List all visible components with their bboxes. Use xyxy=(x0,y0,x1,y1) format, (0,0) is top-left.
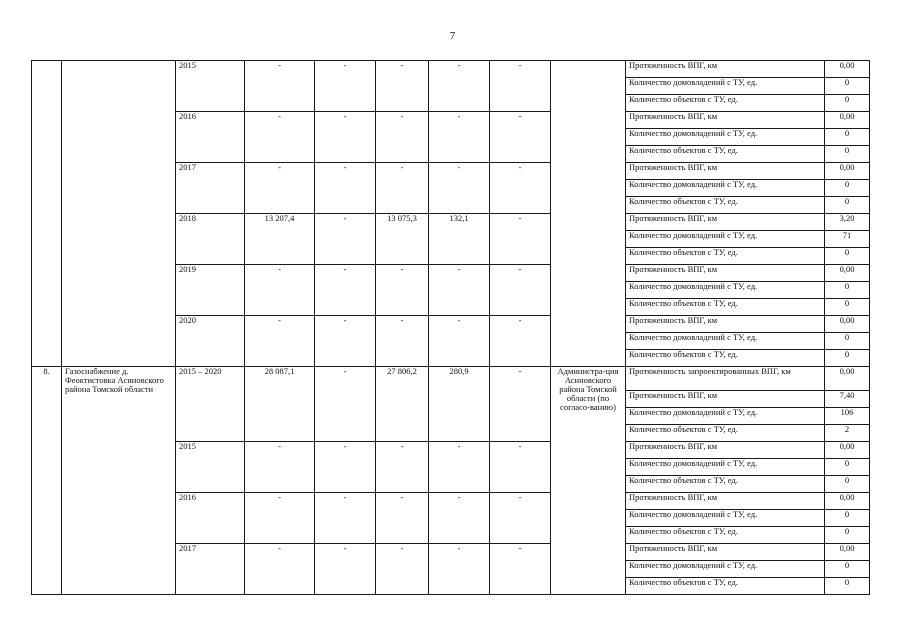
indicator-value: 0 xyxy=(825,146,870,163)
local-cell: - xyxy=(429,544,490,595)
other-cell: - xyxy=(490,61,551,112)
other-cell: - xyxy=(490,367,551,442)
year-cell: 2015 – 2020 xyxy=(176,367,245,442)
row-number-cell xyxy=(32,61,62,367)
indicator-value: 0 xyxy=(825,248,870,265)
executor-cell xyxy=(551,61,626,367)
page-number: 7 xyxy=(449,30,456,42)
year-cell: 2019 xyxy=(176,265,245,316)
program-table xyxy=(31,60,870,595)
local-cell: 132,1 xyxy=(429,214,490,265)
indicator-label: Количество домовладений с ТУ, ед. xyxy=(626,78,825,95)
indicator-value: 0 xyxy=(825,78,870,95)
federal-cell: - xyxy=(315,265,376,316)
total-cell: - xyxy=(245,163,315,214)
indicator-value: 0 xyxy=(825,333,870,350)
indicator-label: Количество объектов с ТУ, ед. xyxy=(626,95,825,112)
other-cell: - xyxy=(490,214,551,265)
indicator-label: Количество объектов с ТУ, ед. xyxy=(626,146,825,163)
activity-name-cell: Газоснабжение д. Феоктистовка Асиновского района Томской области xyxy=(62,367,176,595)
federal-cell: - xyxy=(315,544,376,595)
indicator-label: Количество объектов с ТУ, ед. xyxy=(626,350,825,367)
regional-cell: - xyxy=(376,265,429,316)
indicator-value: 0,00 xyxy=(825,367,870,391)
indicator-label: Количество объектов с ТУ, ед. xyxy=(626,248,825,265)
indicator-label: Протяженность ВПГ, км xyxy=(626,265,825,282)
local-cell: - xyxy=(429,442,490,493)
indicator-value: 0 xyxy=(825,476,870,493)
indicator-value: 0 xyxy=(825,197,870,214)
regional-cell: 27 806,2 xyxy=(376,367,429,442)
indicator-label: Количество домовладений с ТУ, ед. xyxy=(626,231,825,248)
indicator-label: Протяженность ВПГ, км xyxy=(626,442,825,459)
other-cell: - xyxy=(490,442,551,493)
year-cell: 2017 xyxy=(176,163,245,214)
indicator-value: 0,00 xyxy=(825,316,870,333)
local-cell: - xyxy=(429,163,490,214)
other-cell: - xyxy=(490,265,551,316)
indicator-label: Количество объектов с ТУ, ед. xyxy=(626,299,825,316)
indicator-label: Количество объектов с ТУ, ед. xyxy=(626,527,825,544)
indicator-label: Протяженность ВПГ, км xyxy=(626,391,825,408)
indicator-value: 0 xyxy=(825,527,870,544)
total-cell: 13 207,4 xyxy=(245,214,315,265)
executor-cell: Администра-ция Асиновского района Томской области (по согласо-ванию) xyxy=(551,367,626,595)
federal-cell: - xyxy=(315,367,376,442)
indicator-value: 0 xyxy=(825,510,870,527)
indicator-value: 0,00 xyxy=(825,61,870,78)
total-cell: - xyxy=(245,265,315,316)
other-cell: - xyxy=(490,544,551,595)
regional-cell: 13 075,3 xyxy=(376,214,429,265)
indicator-label: Количество объектов с ТУ, ед. xyxy=(626,197,825,214)
federal-cell: - xyxy=(315,442,376,493)
indicator-label: Количество домовладений с ТУ, ед. xyxy=(626,282,825,299)
indicator-value: 0,00 xyxy=(825,442,870,459)
regional-cell: - xyxy=(376,112,429,163)
year-cell: 2016 xyxy=(176,112,245,163)
total-cell: - xyxy=(245,442,315,493)
indicator-label: Протяженность ВПГ, км xyxy=(626,544,825,561)
indicator-value: 106 xyxy=(825,408,870,425)
local-cell: 280,9 xyxy=(429,367,490,442)
local-cell: - xyxy=(429,112,490,163)
federal-cell: - xyxy=(315,493,376,544)
indicator-label: Протяженность ВПГ, км xyxy=(626,316,825,333)
regional-cell: - xyxy=(376,544,429,595)
year-cell: 2017 xyxy=(176,544,245,595)
year-cell: 2020 xyxy=(176,316,245,367)
indicator-value: 0 xyxy=(825,299,870,316)
indicator-value: 0 xyxy=(825,95,870,112)
indicator-value: 0 xyxy=(825,578,870,595)
total-cell: 28 087,1 xyxy=(245,367,315,442)
indicator-label: Количество домовладений с ТУ, ед. xyxy=(626,129,825,146)
year-cell: 2015 xyxy=(176,442,245,493)
indicator-label: Количество домовладений с ТУ, ед. xyxy=(626,408,825,425)
year-cell: 2015 xyxy=(176,61,245,112)
indicator-label: Протяженность ВПГ, км xyxy=(626,61,825,78)
table-body xyxy=(32,61,870,595)
regional-cell: - xyxy=(376,493,429,544)
indicator-value: 0 xyxy=(825,282,870,299)
other-cell: - xyxy=(490,316,551,367)
indicator-value: 7,40 xyxy=(825,391,870,408)
indicator-value: 0 xyxy=(825,561,870,578)
local-cell: - xyxy=(429,316,490,367)
indicator-value: 2 xyxy=(825,425,870,442)
indicator-label: Количество домовладений с ТУ, ед. xyxy=(626,510,825,527)
total-cell: - xyxy=(245,493,315,544)
total-cell: - xyxy=(245,316,315,367)
indicator-label: Протяженность ВПГ, км xyxy=(626,214,825,231)
local-cell: - xyxy=(429,61,490,112)
year-cell: 2016 xyxy=(176,493,245,544)
regional-cell: - xyxy=(376,316,429,367)
total-cell: - xyxy=(245,112,315,163)
regional-cell: - xyxy=(376,61,429,112)
indicator-label: Протяженность ВПГ, км xyxy=(626,493,825,510)
indicator-label: Количество домовладений с ТУ, ед. xyxy=(626,459,825,476)
total-cell: - xyxy=(245,61,315,112)
regional-cell: - xyxy=(376,442,429,493)
indicator-value: 0,00 xyxy=(825,265,870,282)
federal-cell: - xyxy=(315,61,376,112)
indicator-value: 0,00 xyxy=(825,493,870,510)
local-cell: - xyxy=(429,265,490,316)
other-cell: - xyxy=(490,112,551,163)
indicator-value: 0 xyxy=(825,180,870,197)
indicator-label: Количество домовладений с ТУ, ед. xyxy=(626,561,825,578)
regional-cell: - xyxy=(376,163,429,214)
indicator-value: 3,20 xyxy=(825,214,870,231)
activity-name-cell xyxy=(62,61,176,367)
total-cell: - xyxy=(245,544,315,595)
indicator-value: 0 xyxy=(825,459,870,476)
indicator-label: Количество объектов с ТУ, ед. xyxy=(626,476,825,493)
year-cell: 2018 xyxy=(176,214,245,265)
table-row xyxy=(32,61,870,78)
indicator-value: 0,00 xyxy=(825,544,870,561)
indicator-value: 0,00 xyxy=(825,163,870,180)
federal-cell: - xyxy=(315,112,376,163)
indicator-label: Количество объектов с ТУ, ед. xyxy=(626,425,825,442)
indicator-value: 71 xyxy=(825,231,870,248)
indicator-label: Количество домовладений с ТУ, ед. xyxy=(626,333,825,350)
indicator-value: 0,00 xyxy=(825,112,870,129)
indicator-label: Протяженность ВПГ, км xyxy=(626,112,825,129)
local-cell: - xyxy=(429,493,490,544)
federal-cell: - xyxy=(315,316,376,367)
other-cell: - xyxy=(490,493,551,544)
indicator-label: Протяженность запроектированных ВПГ, км xyxy=(626,367,825,391)
indicator-label: Протяженность ВПГ, км xyxy=(626,163,825,180)
indicator-value: 0 xyxy=(825,129,870,146)
indicator-label: Количество объектов с ТУ, ед. xyxy=(626,578,825,595)
federal-cell: - xyxy=(315,163,376,214)
indicator-value: 0 xyxy=(825,350,870,367)
indicator-label: Количество домовладений с ТУ, ед. xyxy=(626,180,825,197)
table-row xyxy=(32,367,870,391)
row-number-cell: 8. xyxy=(32,367,62,595)
other-cell: - xyxy=(490,163,551,214)
federal-cell: - xyxy=(315,214,376,265)
